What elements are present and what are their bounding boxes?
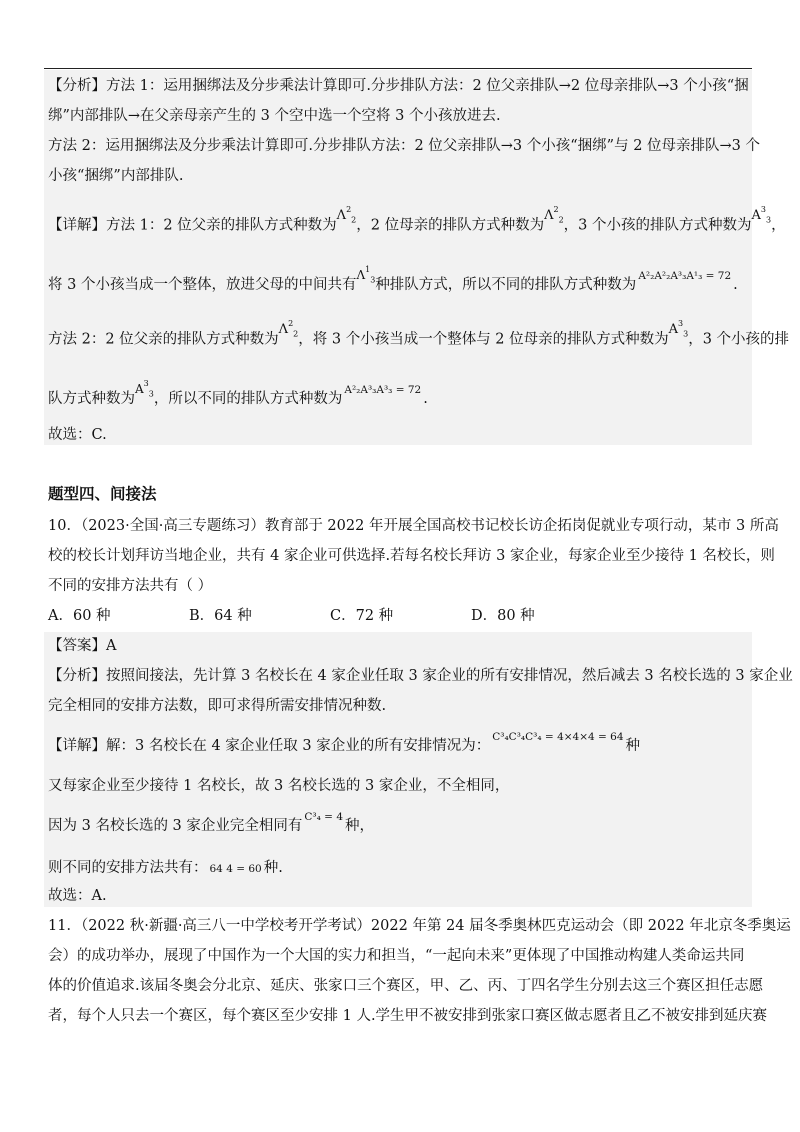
formula-total-2: A²₂A³₃A³₃ = 72 [344,384,422,396]
question-stem: 不同的安排方法共有（ ） [48,578,213,594]
analysis-line: 【分析】按照间接法，先计算 3 名校长在 4 家企业任取 3 家企业的所有安排情况，然后减去 3 名校长选的 3 家企业 [48,668,793,684]
detail-text: 种， [345,818,374,834]
detail-text: ，所以不同的排队方式种数为 [153,391,343,407]
detail-text: . [733,277,738,293]
formula-total-1: A²₂A²₂A³₃A¹₃ = 72 [638,270,732,282]
section-heading: 题型四、间接法 [48,484,157,503]
detail-text: 将 3 个小孩当成一个整体，放进父母的中间共有 [48,277,357,293]
detail-text: 队方式种数为 [48,391,135,407]
question-stem: 校的校长计划拜访当地企业，共有 4 家企业可供选择.若每名校长拜访 3 家企业，每家企业至少接待 1 名校长，则 [48,548,775,564]
answer-line: 【答案】A [48,638,117,654]
formula-c43-cubed: C³₄C³₄C³₄ = 4×4×4 = 64 [492,731,624,743]
detail-text: 种 [625,738,641,754]
question-stem: 者，每个人只去一个赛区，每个赛区至少安排 1 人.学生甲不被安排到张家口赛区做志愿者且乙不被安排到延庆赛 [48,1008,768,1024]
formula-A33: $A^3_3$ [751,205,772,225]
formula-result: 64 4 = 60 [209,863,262,875]
question-stem: 11．（2022 秋·新疆·高三八一中学校考开学考试）2022 年第 24 届冬季奥林匹克运动会（即 2022 年北京冬季奥运 [48,918,791,934]
option-a: A．60 种 [48,608,111,624]
formula-c43: C³₄ = 4 [304,811,343,823]
question-stem: 10．（2023·全国·高三专题练习）教育部于 2022 年开展全国高校书记校长访企拓岗促就业专项行动，某市 3 所高 [48,518,779,534]
question-stem: 体的价值追求.该届冬奥会分北京、延庆、张家口三个赛区，甲、乙、丙、丁四名学生分别去这三个赛区担任志愿 [48,978,764,994]
analysis-line: 完全相同的安排方法数，即可求得所需安排情况种数. [48,698,387,714]
detail-line-3 [48,319,790,355]
detail-text: ， [771,217,786,234]
detail-line [48,811,374,837]
detail-line [48,731,641,757]
detail-line: 又每家企业至少接待 1 名校长，故 3 名校长选的 3 家企业，不全相同， [48,778,510,794]
detail-text: 【详解】解：3 名校长在 4 家企业任取 3 家企业的所有安排情况为： [48,738,491,754]
choice-line: 故选：C. [48,427,107,443]
detail-text: ，3 个小孩的排 [688,331,790,348]
option-d: D．80 种 [471,608,535,624]
analysis-line: 绑”内部排队→在父亲母亲产生的 3 个空中选一个空将 3 个小孩放进去. [48,108,501,124]
detail-text: 因为 3 名校长选的 3 家企业完全相同有 [48,818,303,834]
formula-A31: Λ13 [356,265,376,285]
detail-text: 【详解】方法 1：2 位父亲的排队方式种数为 [48,217,337,234]
analysis-line: 方法 2：运用捆绑法及分步乘法计算即可.分步排队方法：2 位父亲排队→3 个小孩“捆绑”与 2 位母亲排队→3 个 [48,138,761,154]
formula-A33: $A^3_3$ [668,319,689,339]
header-rule [44,68,752,69]
detail-text: ，2 位母亲的排队方式种数为 [356,217,545,234]
choice-line: 故选：A. [48,888,107,904]
detail-line-1 [48,205,786,241]
formula-A33: A33 [135,379,154,399]
detail-text: 则不同的安排方法共有： [48,860,208,876]
detail-line [48,858,283,879]
detail-line-4 [48,379,428,414]
question-stem: 会）的成功举办，展现了中国作为一个大国的实力和担当，“一起向未来”更体现了中国推动构建人类命运共同 [48,948,745,964]
option-b: B．64 种 [189,608,252,624]
detail-text: 种排队方式，所以不同的排队方式种数为 [375,277,637,293]
option-c: C．72 种 [330,608,394,624]
formula-A22: $\Lambda^2_2$ [544,205,564,225]
detail-text: . [423,391,428,407]
options-row [48,606,612,626]
detail-line-2 [48,265,738,300]
analysis-line: 【分析】方法 1：运用捆绑法及分步乘法计算即可.分步排队方法：2 位父亲排队→2 位母亲排队→3 个小孩“捆 [48,78,749,94]
detail-text: 方法 2：2 位父亲的排队方式种数为 [48,331,279,348]
formula-A22: $\Lambda^2_2$ [336,205,357,225]
analysis-line: 小孩“捆绑”内部排队. [48,168,184,184]
detail-text: ，3 个小孩的排队方式种数为 [563,217,752,234]
detail-text: 种. [263,860,283,876]
detail-text: ，将 3 个小孩当成一个整体与 2 位母亲的排队方式种数为 [298,331,669,348]
formula-A22: $\Lambda^2_2$ [278,319,299,339]
